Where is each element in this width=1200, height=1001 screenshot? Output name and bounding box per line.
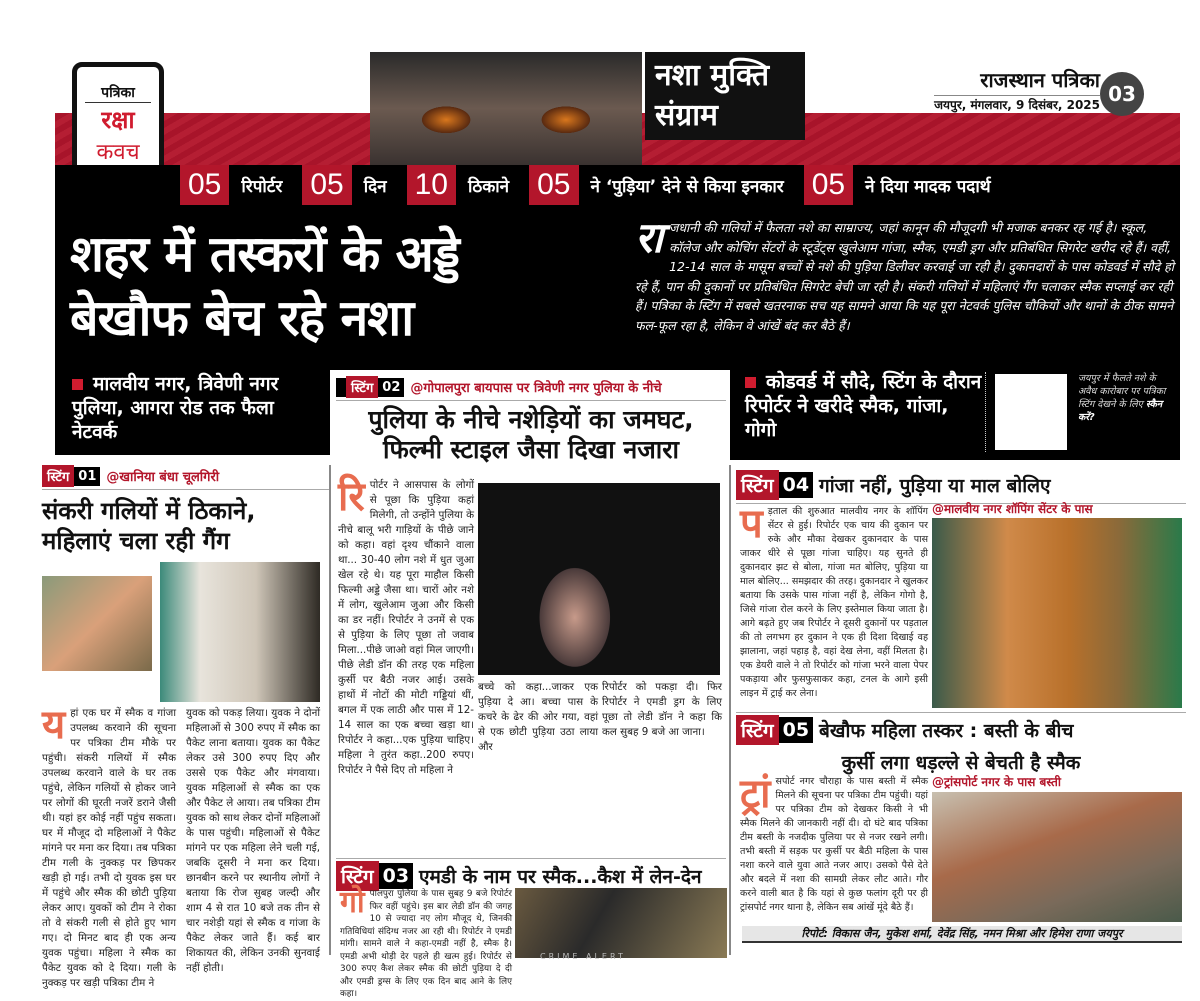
stat-number: 10 [407,165,456,205]
stat-number: 05 [180,165,229,205]
sting-title: एमडी के नाम पर स्मैक...कैश में लेन-देन [419,866,702,888]
stat-label: ठिकाने [467,176,510,197]
sting04-text [740,501,928,701]
sting-title: संकरी गलियों में ठिकाने, महिलाएं चला रही गैंग [42,497,256,555]
qr-code[interactable] [995,374,1067,450]
intro-paragraph [635,213,1175,335]
left-subhead [72,372,322,444]
sting-title [336,405,726,465]
shop-photo [932,518,1182,708]
title-line2: फिल्मी स्टाइल जैसा दिखा नजारा [383,435,679,464]
drop-cap: गो [340,885,365,920]
sting02-section [336,376,726,465]
drop-cap: रि [338,474,365,520]
drop-cap: प [740,501,763,547]
sting-title: गांजा नहीं, पुड़िया या माल बोलिए [819,475,1051,497]
article-text: हां एक घर में स्मैक व गांजा उपलब्ध करवाने की सूचना पर पत्रिका टीम मौके पर पहुंची। संकरी गलियों में स्मैक उपलब्ध करवाने वाले के घर तक पहुंचे, लेकिन गलियों से होकर जाने पर लोगों की घूरती नजरें डराने जैसी थी। यहां हर कोई नहीं पहुंच सकता। घर में मौजूद दो महिलाओं ने पैकेट मांगने पर मना कर दिया। तब पत्रिका टीम गली के नुक्कड़ पर छिपकर खड़ी हो गई। तभी दो युवक इस घर में पहुंचे और स्मैक की छोटी पुड़िया लेकर आए। युवकों को टीम ने रोका तो वे संकरी गली से होते हुए भाग गए। दो मिनट बाद ही एक अन्य युवक पहुंचा। महिला ने स्मैक का पैकेट युवक को दे दिया। गली के नुक्कड़ पर खड़ी पत्रिका टीम ने [42,707,176,989]
subhead-text: मालवीय नगर, त्रिवेणी नगर पुलिया, आगरा रोड तक फैला नेटवर्क [72,373,279,443]
sting01-section [42,465,330,991]
sting03-text [340,885,512,1001]
logo-line1: पत्रिका [85,83,151,103]
stats-bar [55,165,1180,205]
drop-cap: य [42,702,66,748]
sting05-section [736,712,1186,775]
sting-location: @खानिया बंधा चूलगिरी [106,470,220,485]
article-text: पोर्टर ने आसपास के लोगों से पूछा कि पुड़िया कहां मिलेगी, तो उन्होंने पुलिया के नीचे बालू भरी गाड़ियों के पीछे जाने को कहा। वहां दृश्य चौंकाने वाला था... 30-40 लोग नशे में धुत जुआ खेल रहे थे। यह पूरा माहौल किसी फिल्मी अड्डे जैसा था। चारों ओर नशे में लोग, खुलेआम जुआ और किसी का डर नहीं। रिपोर्टर ने उनमें से एक से पुड़िया के लिए पूछा तो जवाब मिला...पीछे जाओ वहां मिल जाएगी। पीछे लेडी डॉन की तरह एक महिला कुर्सी पर बैठी नजर आई। उसके हाथों में नोटों की मोटी गड्डियां थीं, बगल में एक लाठी और पास में 12-14 साल का एक बच्चा खड़ा था। रिपोर्टर ने कहा...एक पुड़िया चाहिए। महिला ने तुरंत कहा..200 रुपए। रिपोर्टर ने पैसे दिए तो महिला ने [338,479,474,776]
stat-label: ने दिया मादक पदार्थ [865,176,991,197]
sting02-col1 [338,474,474,778]
qr-caption-text: जयपुर में फैलते नशे के अवैध कारोबार पर पत्रिका स्टिंग देखने के लिए [1078,373,1166,410]
sting-title-line2: कुर्सी लगा धड़ल्ले से बेचती है स्मैक [841,752,1081,774]
masthead [934,66,1100,113]
sting-label: स्टिंग [736,470,779,500]
article-text: युवक को पकड़ लिया। युवक ने दोनों महिलाओं से 300 रुपए में स्मैक का पैकेट लाना बताया। युवक का पैकेट लेकर उसे 300 रुपए दिए और उससे एक पैकेट और मंगवाया। युवक महिलाओं से स्मैक का एक और पैकेट ले आया। तब पत्रिका टीम युवक को साथ लेकर दोनों महिलाओं के पास पहुंची। महिलाओं से पैकेट मांगने पर एक महिला लेने चली गई, जबकि दूसरी ने मना कर दिया। छानबीन करने पर स्थानीय लोगों ने बताया कि रोज सुबह जल्दी और शाम 4 से रात 10 बजे तक तीन से चार नशेड़ी यहां से स्मैक व गांजा के पैकेट लेकर जाते हैं। कई बार शिकायत की, लेकिन उनकी सुनवाई नहीं होती। [186,707,320,974]
intro-text: जधानी की गलियों में फैलता नशे का साम्राज्य, जहां कानून की मौजूदगी भी मजाक बनकर रह गई है। स्कूल, कॉलेज और कोचिंग सेंटरों के स्टूडेंट्स खुलेआम गांजा, स्मैक, एमडी ड्रग और प्रतिबंधित सिगरेट खरीद रहे हैं। वहीं, 12-14 साल के मासूम बच्चों से नशे की पुड़िया डिलीवर करवाई जा रही है। दुकानदारों के पास कोडवर्ड में सौदे हो रहे हैं, पान की दुकानों पर प्रतिबंधित सिगरेट बेची जा रही है। संकरी गलियों में महिलाएं गैंग चलाकर स्मैक सप्लाई कर रही हैं। पत्रिका के स्टिंग में सबसे खतरनाक सच यह सामने आया कि यह पूरा नेटवर्क पुलिस चौकियों और थानों के ठीक सामने फल-फूल रहा है, लेकिन वे आंखें बंद कर बैठे हैं। [635,220,1174,333]
stat-item [529,165,796,205]
sting05-text [740,771,928,915]
sting-number: 05 [779,717,813,743]
campaign-title [645,52,805,140]
stat-label: रिपोर्टर [241,176,283,197]
sting01-photos [42,562,330,702]
subhead-text: कोडवर्ड में सौदे, स्टिंग के दौरान रिपोर्टर ने खरीदे स्मैक, गांजा, गोगो [745,371,982,441]
sting-label: स्टिंग [42,465,74,487]
title-line1: पुलिया के नीचे नशेड़ियों का जमघट, [368,405,694,434]
sting-number: 04 [779,472,813,498]
sting-location: @ट्रांसपोर्ट नगर के पास बस्ती [932,775,1061,789]
sting04-section [736,470,1186,504]
right-subhead [745,370,985,442]
sting-label: स्टिंग [336,861,379,891]
hand-photo [42,576,152,671]
lady-don-photo [478,483,720,675]
man-photo [160,562,320,702]
qr-caption [1078,372,1168,424]
stat-item [180,165,294,205]
campaign-line2: संग्राम [655,98,718,133]
sting-number: 02 [378,378,404,397]
sting-title-line1: बेखौफ महिला तस्कर : बस्ती के बीच [819,720,1074,742]
article-text: ड़ताल की शुरुआत मालवीय नगर के शॉपिंग सेंटर से हुई। रिपोर्टर एक चाय की दुकान पर रुके और मौका देखकर दुकानदार के पास जाकर धीरे से पूछा गांजा चाहिए। यह सुनते ही दुकानदार झट से बोला, गांजा मत बोलिए, पुड़िया या माल बोलिए... समझदार की तरह। दुकानदार ने खुलकर बताया कि उसके पास गांजा नहीं है, लेकिन गोगो है, जिसे गांजा रोल करने के लिए इस्तेमाल किया जाता है। आगे बढ़ते हुए जब रिपोर्टर ने दूसरी दुकानों पर पड़ताल की तो लगभग हर दुकान ने एक ही दिशा दिखाई वह झालाना, जहां पहाड़ है, वहां देख लेना, वहीं मिलता है। एक डेयरी वाले ने तो रिपोर्टर को गांजा भरने वाला पेपर पकड़ाया और फुसफुसाकर कहा, टनल के आगे इसी लाइन में ट्राई कर लेना। [740,506,928,699]
reporter-credits: रिपोर्ट: विकास जैन, मुकेश शर्मा, देवेंद्र सिंह, नमन मिश्रा और हिमेश राणा जयपुर [742,926,1182,943]
stat-label: दिन [363,176,387,197]
newspaper-name: राजस्थान पत्रिका [934,66,1100,96]
sting-number: 03 [379,863,413,889]
bullet-square-icon [745,377,756,388]
main-headline [70,222,459,350]
stat-item [407,165,522,205]
crime-alert-mark: CRIME ALERT [540,952,626,961]
sting-label: स्टिंग [346,376,378,398]
sting03-section [336,858,726,891]
article-text: सपोर्ट नगर चौराहा के पास बस्ती में स्मैक मिलने की सूचना पर पत्रिका टीम पहुंची। यहां पर पत्रिका टीम को देखकर किसी ने भी स्मैक मिलने की जानकारी नहीं दी। दो घंटे बाद पत्रिका टीम बस्ती के नजदीक पुलिया पर से नजर रखने लगी। तभी बस्ती में सड़क पर कुर्सी पर बैठी महिला के पास नशा करने वाले युवा आते नजर आए। उसको पैसे देते और बदले में नशा की सामग्री लेकर लौट आते। गौर करने वाली बात है कि यहां से कुछ फलांग दूरी पर ही ट्रांसपोर्ट नगर थाना है, लेकिन सब आंखें मूंदे बैठे हैं। [740,776,928,913]
sting-location: @मालवीय नगर शॉपिंग सेंटर के पास [932,502,1093,516]
basti-photo [932,792,1182,922]
sting-label: स्टिंग [736,715,779,745]
column-rule [729,465,731,955]
dateline: जयपुर, मंगलवार, 9 दिसंबर, 2025 [934,98,1100,112]
column-rule [329,465,331,955]
headline-line1: शहर में तस्करों के अड्डे [70,225,459,283]
bullet-square-icon [72,379,83,390]
stat-item [302,165,398,205]
article-text: बच्चे को कहा...जाकर एक पुड़िया दे आ। बच्चा पास के कचरे के ढेर की ओर गया, वहां से एक छोटी पुड़िया उठा लाया और [478,681,598,753]
qr-cta: स्कैन करें? [1078,399,1163,423]
crowd-photo [515,888,727,958]
stat-number: 05 [302,165,351,205]
sting-number: 01 [74,467,100,486]
page-number: 03 [1100,72,1144,116]
eyes-photo [370,52,642,165]
stat-number: 05 [804,165,853,205]
article-text: पालपुरा पुलिया के पास सुबह 9 बजे रिपोर्टर फिर वहीं पहुंचे। इस बार लेडी डॉन की जगह 10 से ज्यादा नए लोग मौजूद थे, जिनकी गतिविधियां संदिग्ध नजर आ रही थी। रिपोर्टर ने एमडी मांगी। सामने वाले ने कहा-एमडी नहीं है, स्मैक है। एमडी अभी थोड़ी देर पहले ही खत्म हुई। रिपोर्टर से 300 रुपए कैश लेकर स्मैक की छोटी पुड़िया दे दी और एमडी ड्रग्स के लिए एक दिन बाद आने के लिए कहा। [340,889,512,999]
drop-cap: रा [635,213,664,262]
campaign-line1: नशा मुक्ति [655,58,770,93]
logo-line2: रक्षा [101,106,135,134]
drop-cap: ट्रां [740,771,771,817]
headline-line2: बेखौफ बेच रहे नशा [70,289,414,347]
stat-item [804,165,1003,205]
stat-label: ने ‘पुड़िया’ देने से किया इनकार [590,176,784,197]
divider [985,372,986,452]
stat-number: 05 [529,165,578,205]
article-text: रिपोर्टर को पकड़ा दी। फिर रिपोर्टर ने एमडी ड्रग के लिए पूछा तो लेडी डॉन ने कहा कि कल सुबह 9 बजे आ जाना। [602,681,722,738]
sting-location: @गोपालपुरा बायपास पर त्रिवेणी नगर पुलिया के नीचे [410,381,662,396]
logo-line3: कवच [96,140,140,165]
